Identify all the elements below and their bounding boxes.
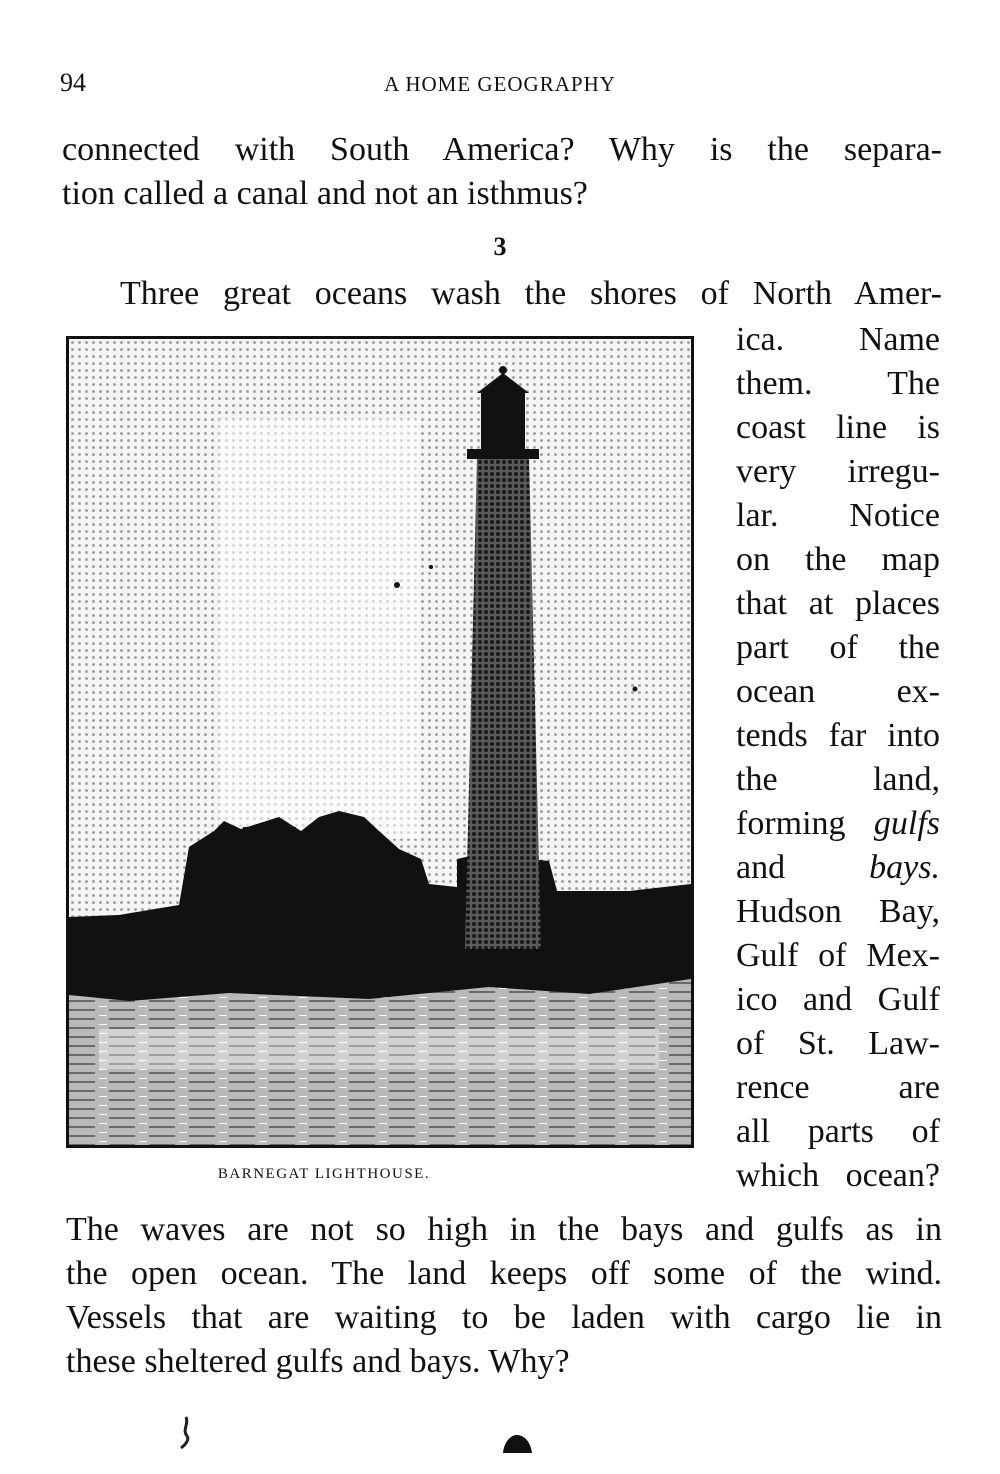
chimney (243, 827, 255, 851)
side-line: that at places (736, 585, 940, 622)
lead-paragraph-first-line (120, 272, 942, 316)
lead-line: Three great oceans wash the shores of North Amer- (120, 275, 942, 312)
side-line: very irregu- (736, 453, 940, 490)
side-line: coast line is (736, 409, 940, 446)
chimney (284, 827, 296, 851)
side-line: ocean ex- (736, 673, 940, 710)
page-header (60, 68, 940, 98)
side-word: and (736, 849, 786, 886)
bottom-line: The waves are not so high in the bays and gulfs as in (66, 1211, 942, 1248)
side-line: on the map (736, 541, 940, 578)
side-line: which ocean? (736, 1157, 940, 1194)
lighthouse-lantern (481, 391, 525, 451)
figure-caption: BARNEGAT LIGHTHOUSE. (217, 1166, 431, 1182)
page-number: 94 (60, 68, 86, 97)
intro-line: connected with South America? Why is the separa- (62, 131, 942, 168)
water-shine (99, 1029, 659, 1069)
side-line-forming-gulfs (736, 802, 940, 846)
side-line: all parts of (736, 1113, 940, 1150)
bottom-line: Vessels that are waiting to be laden with cargo lie in (66, 1299, 942, 1336)
ink-mark (178, 1416, 194, 1450)
sky-highlight (219, 419, 419, 839)
side-line: lar. Notice (736, 497, 940, 534)
bottom-line: these sheltered gulfs and bays. Why? (66, 1343, 570, 1380)
intro-paragraph (62, 128, 942, 216)
bird (429, 565, 433, 569)
bottom-line: the open ocean. The land keeps off some of the wind. (66, 1255, 942, 1292)
side-line: tends far into (736, 717, 940, 754)
lighthouse-finial (499, 366, 507, 374)
side-line: ico and Gulf (736, 981, 940, 1018)
side-line: ica. Name (736, 321, 940, 358)
running-head: A HOME GEOGRAPHY (384, 72, 616, 96)
italic-term-bays: bays. (869, 849, 940, 886)
side-line: the land, (736, 761, 940, 798)
side-line: Gulf of Mex- (736, 937, 940, 974)
side-line-and-bays (736, 846, 940, 890)
side-line: part of the (736, 629, 940, 666)
italic-term-gulfs: gulfs (873, 805, 940, 842)
side-word: forming (736, 805, 846, 842)
side-line: rence are (736, 1069, 940, 1106)
side-line: them. The (736, 365, 940, 402)
side-column-text (736, 318, 940, 1198)
bird (633, 687, 638, 692)
ink-blot (500, 1432, 534, 1454)
lighthouse-tower (465, 457, 541, 949)
bird (394, 582, 400, 588)
lighthouse-illustration (66, 336, 694, 1148)
bottom-paragraph (66, 1208, 942, 1384)
section-number: 3 (493, 232, 507, 261)
side-line: Hudson Bay, (736, 893, 940, 930)
intro-line: tion called a canal and not an isthmus? (62, 175, 588, 212)
side-line: of St. Law- (736, 1025, 940, 1062)
